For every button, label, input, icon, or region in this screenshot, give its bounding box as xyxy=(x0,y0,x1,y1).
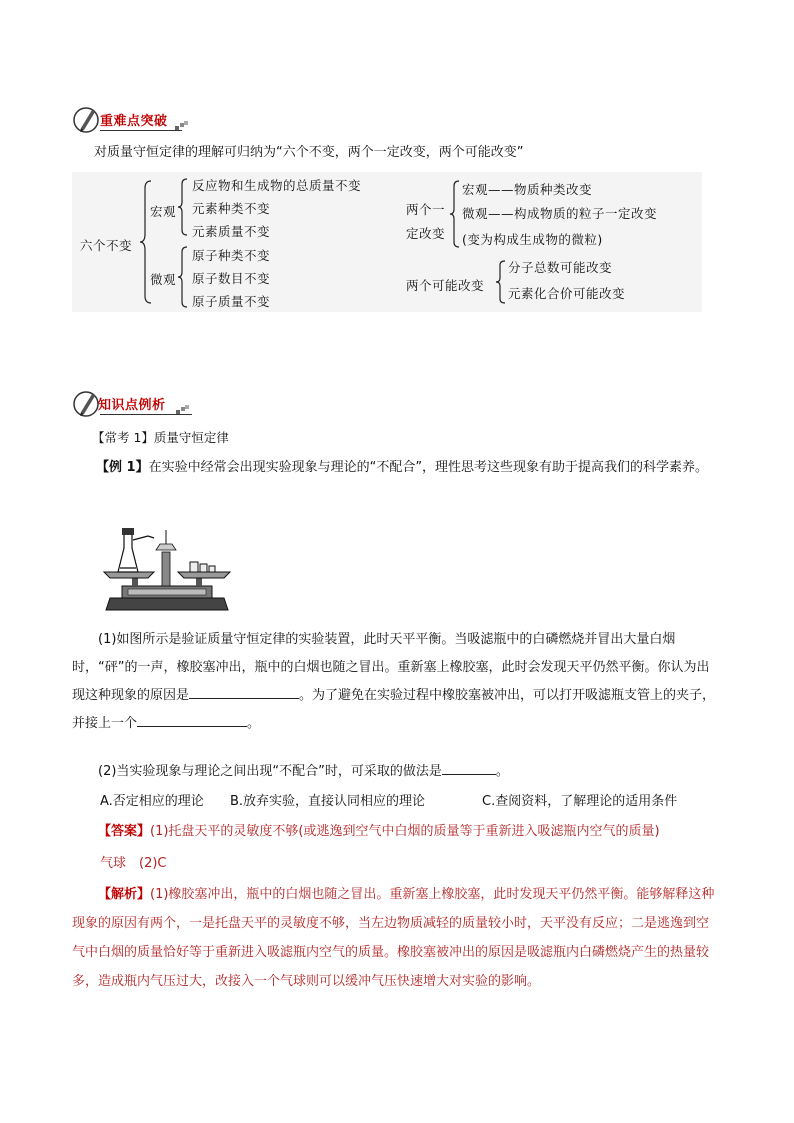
answer-blank-1[interactable] xyxy=(189,684,299,699)
conservation-diagram xyxy=(72,172,702,312)
answer-line-1 xyxy=(98,822,660,842)
intro-text: 对质量守恒定律的理解可归纳为“六个不变，两个一定改变，两个可能改变” xyxy=(94,145,524,160)
question-2-end: 。 xyxy=(495,764,509,779)
two-certain-item-1: 宏观——物质种类改变 xyxy=(462,182,593,197)
answer-blank-3[interactable] xyxy=(442,760,496,775)
answer-label: 【答案】 xyxy=(98,824,151,839)
two-certain-label-line1: 两个一 xyxy=(406,202,446,217)
section-title: 知识点例析 xyxy=(98,398,166,413)
analysis-label: 【解析】 xyxy=(98,887,151,902)
section-underline xyxy=(100,130,182,131)
example-question-text: 在实验中经常会出现实验现象与理论的“不配合”，理性思考这些现象有助于提高我们的科学素养。 xyxy=(148,460,709,475)
two-certain-label-line2: 定改变 xyxy=(406,226,446,241)
micro-label: 微观 xyxy=(150,272,177,287)
six-constant-label: 六个不变 xyxy=(80,238,133,253)
question-1-end: 。 xyxy=(247,716,261,731)
micro-item-1: 原子种类不变 xyxy=(192,248,271,263)
question-1-text-a: (1)如图所示是验证质量守恒定律的实验装置，此时天平平衡。当吸滤瓶中的白磷燃烧并冒出大量白烟时，“砰”的一声，橡胶塞冲出，瓶中的白烟也随之冒出。重新塞上橡胶塞，此时会发现天平仍然平衡。你认为出现这种现象的原因是 xyxy=(72,632,710,703)
macro-brace xyxy=(178,178,188,236)
macro-item-1: 反应物和生成物的总质量不变 xyxy=(192,178,362,193)
corner-squares-icon xyxy=(175,121,189,131)
section-header-key-points xyxy=(72,104,192,134)
micro-item-3: 原子质量不变 xyxy=(192,294,271,309)
section-header-examples xyxy=(72,388,192,418)
two-possible-item-2: 元素化合价可能改变 xyxy=(508,286,626,301)
two-possible-label: 两个可能改变 xyxy=(406,278,485,293)
option-c: C.查阅资料，了解理论的适用条件 xyxy=(482,794,678,809)
question-1-text-b: 。为了避免在实验过程中橡胶塞被冲出，可以打开吸滤瓶支管上的夹子，并接上一个 xyxy=(72,688,716,731)
question-1 xyxy=(72,626,716,738)
macro-label: 宏观 xyxy=(150,204,177,219)
micro-item-2: 原子数目不变 xyxy=(192,271,271,286)
balance-apparatus-figure xyxy=(98,522,236,616)
analysis-text: (1)橡胶塞冲出，瓶中的白烟也随之冒出。重新塞上橡胶塞，此时发现天平仍然平衡。能够解释这种现象的原因有两个，一是托盘天平的灵敏度不够，当左边物质减轻的质量较小时，天平没有反应；二是逃逸到空气中白烟的质量恰好等于重新进入吸滤瓶内空气的质量。橡胶塞被冲出的原因是吸滤瓶内白磷燃烧产生的热量较多，造成瓶内气压过大，改接入一个气球则可以缓冲气压快速增大对实验的影响。 xyxy=(72,887,715,989)
section-title: 重难点突破 xyxy=(100,114,168,129)
example-label: 【例 1】 xyxy=(96,460,149,475)
two-certain-item-3: (变为构成生成物的微粒) xyxy=(462,232,603,247)
two-certain-brace xyxy=(450,180,460,248)
answer-blank-2[interactable] xyxy=(137,712,247,727)
pen-badge-icon xyxy=(72,104,102,134)
question-2 xyxy=(98,758,718,786)
micro-brace xyxy=(178,246,188,308)
option-a: A.否定相应的理论 xyxy=(100,794,204,809)
macro-item-2: 元素种类不变 xyxy=(192,201,271,216)
topic-tag: 【常考 1】质量守恒定律 xyxy=(92,430,229,445)
two-possible-brace xyxy=(496,260,506,304)
option-b: B.放弃实验，直接认同相应的理论 xyxy=(230,794,426,809)
corner-squares-icon xyxy=(176,405,190,415)
example-question xyxy=(72,454,712,482)
analysis xyxy=(72,880,716,996)
answer-line-2: 气球 (2)C xyxy=(100,856,167,871)
answer-text: (1)托盘天平的灵敏度不够(或逃逸到空气中白烟的质量等于重新进入吸滤瓶内空气的质量) xyxy=(150,824,660,839)
two-possible-item-1: 分子总数可能改变 xyxy=(508,260,613,275)
two-certain-item-2: 微观——构成物质的粒子一定改变 xyxy=(462,206,658,221)
question-2-text: (2)当实验现象与理论之间出现“不配合”时，可采取的做法是 xyxy=(98,764,442,779)
macro-item-3: 元素质量不变 xyxy=(192,224,271,239)
